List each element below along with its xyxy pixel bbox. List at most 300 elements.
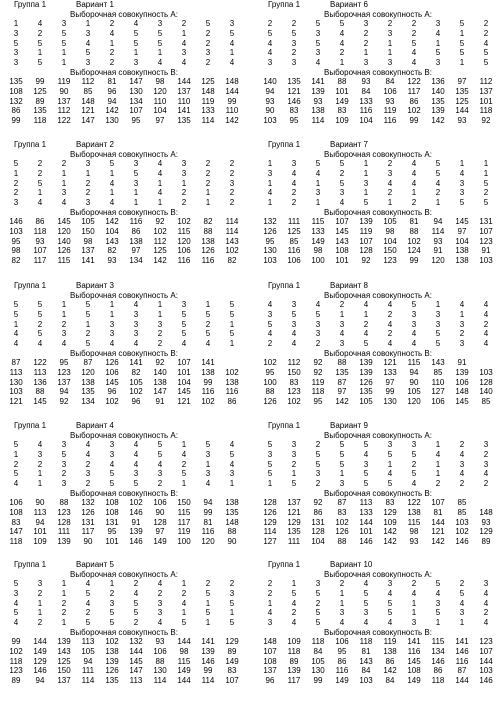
table-cell: 125 xyxy=(455,96,469,106)
table-cell: 126 xyxy=(359,377,373,387)
table-cell: 4 xyxy=(267,48,273,58)
table-cell: 3 xyxy=(61,459,67,469)
table-cell: 98 xyxy=(155,77,165,86)
table-cell: 2 xyxy=(291,459,297,469)
table-cell: 147 xyxy=(129,77,143,86)
table-cell: 1 xyxy=(205,188,211,198)
table-cell: 133 xyxy=(311,226,325,236)
table-cell: 121 xyxy=(431,527,445,537)
table-cell: 3 xyxy=(411,309,417,319)
group-label: Группа 1 xyxy=(268,281,301,290)
table-cell: 4 xyxy=(459,168,465,178)
table-cell: 88 xyxy=(227,527,237,537)
table-cell: 5 xyxy=(205,329,211,339)
table-cell: 5 xyxy=(13,300,19,309)
table-cell: 1 xyxy=(459,309,465,319)
table-cell: 107 xyxy=(335,217,349,226)
table-cell: 2 xyxy=(205,319,211,329)
table-cell: 102 xyxy=(9,646,23,656)
table-cell: 119 xyxy=(57,77,71,86)
table-cell: 125 xyxy=(33,86,47,96)
variant-label: Вариант 10 xyxy=(330,560,373,569)
table-cell: 4 xyxy=(267,188,273,198)
table-cell: 109 xyxy=(287,637,301,646)
table-cell: 142 xyxy=(105,217,119,226)
table-cell: 2 xyxy=(181,188,187,198)
table-cell: 106 xyxy=(105,367,119,377)
table-cell: 146 xyxy=(287,96,301,106)
table-cell: 2 xyxy=(483,188,489,198)
table-cell: 95 xyxy=(337,646,347,656)
table-cell: 106 xyxy=(153,646,167,656)
table-cell: 86 xyxy=(385,656,395,666)
variant-block xyxy=(4,281,244,418)
table-cell: 116 xyxy=(407,646,421,656)
table-cell: 4 xyxy=(157,579,163,588)
table-cell: 1 xyxy=(181,579,187,588)
table-cell: 4 xyxy=(483,300,489,309)
sample-a-heading: Выборочная совокупность А: xyxy=(70,291,178,300)
table-cell: 4 xyxy=(109,28,115,38)
table-cell: 1 xyxy=(181,608,187,618)
table-cell: 91 xyxy=(155,397,165,407)
table-cell: 4 xyxy=(13,329,19,339)
table-cell: 149 xyxy=(407,676,421,686)
table-cell: 116 xyxy=(455,656,469,666)
sample-a-table xyxy=(4,301,244,350)
table-cell: 3 xyxy=(85,198,91,208)
table-cell: 1 xyxy=(109,38,115,48)
table-cell: 116 xyxy=(129,217,143,226)
table-cell: 2 xyxy=(267,19,273,28)
table-cell: 1 xyxy=(205,618,211,628)
table-cell: 106 xyxy=(177,246,191,256)
table-cell: 141 xyxy=(81,256,95,266)
table-cell: 5 xyxy=(267,459,273,469)
variant-block xyxy=(258,421,498,558)
table-cell: 3 xyxy=(267,58,273,68)
table-cell: 4 xyxy=(229,440,235,449)
table-cell: 5 xyxy=(85,309,91,319)
table-cell: 4 xyxy=(339,28,345,38)
table-cell: 128 xyxy=(479,377,493,387)
table-cell: 105 xyxy=(359,397,373,407)
table-cell: 135 xyxy=(177,116,191,126)
sample-b-heading: Выборочная совокупность В: xyxy=(324,349,432,358)
table-cell: 106 xyxy=(9,498,23,507)
group-label: Группа 1 xyxy=(268,421,301,430)
table-cell: 2 xyxy=(61,159,67,168)
table-cell: 93 xyxy=(361,77,371,86)
table-cell: 112 xyxy=(153,236,167,246)
table-cell: 2 xyxy=(411,579,417,588)
table-cell: 3 xyxy=(205,449,211,459)
table-cell: 5 xyxy=(267,440,273,449)
table-cell: 114 xyxy=(431,226,445,236)
table-cell: 1 xyxy=(387,198,393,208)
table-cell: 3 xyxy=(435,319,441,329)
table-cell: 99 xyxy=(409,116,419,126)
sample-b-table xyxy=(4,218,244,267)
table-cell: 83 xyxy=(385,498,395,507)
table-cell: 138 xyxy=(81,377,95,387)
table-cell: 88 xyxy=(337,77,347,86)
table-cell: 1 xyxy=(229,479,235,489)
table-cell: 4 xyxy=(435,28,441,38)
table-cell: 137 xyxy=(177,86,191,96)
table-cell: 3 xyxy=(363,608,369,618)
table-cell: 112 xyxy=(81,77,95,86)
table-cell: 86 xyxy=(35,217,45,226)
table-cell: 149 xyxy=(335,676,349,686)
table-cell: 3 xyxy=(291,159,297,168)
table-cell: 142 xyxy=(105,106,119,116)
table-cell: 92 xyxy=(59,397,69,407)
table-cell: 3 xyxy=(133,329,139,339)
table-cell: 3 xyxy=(109,440,115,449)
table-cell: 4 xyxy=(387,618,393,628)
table-cell: 135 xyxy=(431,96,445,106)
table-cell: 130 xyxy=(129,86,143,96)
table-cell: 90 xyxy=(83,537,93,547)
table-cell: 83 xyxy=(289,377,299,387)
table-cell: 3 xyxy=(411,618,417,628)
table-cell: 137 xyxy=(57,377,71,387)
variant-label: Вариант 1 xyxy=(76,0,114,9)
table-cell: 90 xyxy=(59,86,69,96)
table-cell: 2 xyxy=(229,579,235,588)
table-cell: 3 xyxy=(291,300,297,309)
table-cell: 2 xyxy=(205,38,211,48)
table-cell: 136 xyxy=(33,377,47,387)
table-cell: 92 xyxy=(361,256,371,266)
table-cell: 2 xyxy=(387,159,393,168)
table-cell: 5 xyxy=(363,198,369,208)
table-cell: 4 xyxy=(13,339,19,349)
table-cell: 2 xyxy=(387,188,393,198)
table-cell: 2 xyxy=(363,28,369,38)
table-cell: 146 xyxy=(9,217,23,226)
table-cell: 3 xyxy=(181,300,187,309)
table-cell: 1 xyxy=(61,579,67,588)
table-cell: 3 xyxy=(291,449,297,459)
table-cell: 122 xyxy=(57,116,71,126)
table-cell: 4 xyxy=(229,38,235,48)
table-cell: 105 xyxy=(81,217,95,226)
table-cell: 143 xyxy=(335,236,349,246)
table-cell: 101 xyxy=(105,537,119,547)
table-cell: 1 xyxy=(387,459,393,469)
table-cell: 123 xyxy=(287,387,301,397)
table-cell: 102 xyxy=(407,236,421,246)
table-cell: 126 xyxy=(105,666,119,676)
table-cell: 1 xyxy=(339,58,345,68)
table-cell: 125 xyxy=(153,246,167,256)
table-cell: 145 xyxy=(335,226,349,236)
table-cell: 94 xyxy=(83,656,93,666)
table-cell: 138 xyxy=(201,236,215,246)
table-cell: 3 xyxy=(363,178,369,188)
table-cell: 5 xyxy=(13,440,19,449)
table-cell: 2 xyxy=(315,339,321,349)
table-cell: 4 xyxy=(411,159,417,168)
table-cell: 118 xyxy=(287,646,301,656)
table-cell: 1 xyxy=(205,198,211,208)
table-cell: 3 xyxy=(61,188,67,198)
table-cell: 5 xyxy=(13,469,19,479)
table-cell: 107 xyxy=(177,358,191,367)
table-cell: 88 xyxy=(155,656,165,666)
table-cell: 2 xyxy=(157,479,163,489)
table-cell: 107 xyxy=(479,646,493,656)
table-cell: 2 xyxy=(13,188,19,198)
table-cell: 135 xyxy=(287,77,301,86)
sample-b-heading: Выборочная совокупность В: xyxy=(70,489,178,498)
table-cell: 3 xyxy=(315,48,321,58)
table-cell: 2 xyxy=(315,479,321,489)
table-cell: 5 xyxy=(205,19,211,28)
table-cell: 113 xyxy=(9,367,23,377)
table-cell: 116 xyxy=(201,527,215,537)
table-cell: 2 xyxy=(205,579,211,588)
group-label: Группа 1 xyxy=(14,281,47,290)
table-cell: 2 xyxy=(267,339,273,349)
table-cell: 1 xyxy=(205,300,211,309)
table-cell: 5 xyxy=(339,178,345,188)
table-cell: 135 xyxy=(225,507,239,517)
table-cell: 5 xyxy=(315,588,321,598)
table-cell: 3 xyxy=(205,48,211,58)
sample-b-heading: Выборочная совокупность В: xyxy=(70,349,178,358)
table-cell: 140 xyxy=(431,86,445,96)
table-cell: 129 xyxy=(479,527,493,537)
table-cell: 2 xyxy=(483,319,489,329)
table-cell: 142 xyxy=(431,537,445,547)
table-cell: 1 xyxy=(61,48,67,58)
table-cell: 4 xyxy=(267,38,273,48)
table-cell: 121 xyxy=(9,397,23,407)
table-cell: 105 xyxy=(311,656,325,666)
table-cell: 144 xyxy=(455,106,469,116)
table-cell: 5 xyxy=(315,608,321,618)
table-cell: 3 xyxy=(315,469,321,479)
table-cell: 109 xyxy=(335,116,349,126)
table-cell: 1 xyxy=(61,168,67,178)
table-cell: 2 xyxy=(483,608,489,618)
table-cell: 141 xyxy=(201,637,215,646)
table-cell: 116 xyxy=(335,666,349,676)
table-cell: 128 xyxy=(263,498,277,507)
table-cell: 1 xyxy=(37,608,43,618)
table-cell: 4 xyxy=(37,19,43,28)
table-cell: 5 xyxy=(459,198,465,208)
table-cell: 5 xyxy=(411,449,417,459)
table-cell: 137 xyxy=(57,676,71,686)
table-cell: 4 xyxy=(483,339,489,349)
table-cell: 2 xyxy=(181,19,187,28)
table-cell: 3 xyxy=(13,588,19,598)
table-cell: 125 xyxy=(57,656,71,666)
table-cell: 2 xyxy=(267,579,273,588)
table-cell: 3 xyxy=(37,579,43,588)
table-cell: 87 xyxy=(337,498,347,507)
table-cell: 93 xyxy=(107,256,117,266)
table-cell: 138 xyxy=(225,498,239,507)
table-cell: 1 xyxy=(133,48,139,58)
table-cell: 116 xyxy=(201,387,215,397)
table-cell: 5 xyxy=(181,329,187,339)
table-cell: 98 xyxy=(409,527,419,537)
table-cell: 93 xyxy=(155,637,165,646)
table-cell: 108 xyxy=(9,507,23,517)
group-label: Группа 1 xyxy=(268,560,301,569)
table-cell: 149 xyxy=(153,537,167,547)
table-cell: 133 xyxy=(201,106,215,116)
table-cell: 130 xyxy=(9,377,23,387)
table-cell: 4 xyxy=(133,440,139,449)
table-cell: 85 xyxy=(481,397,491,407)
table-cell: 1 xyxy=(61,58,67,68)
table-cell: 123 xyxy=(479,236,493,246)
table-cell: 138 xyxy=(407,507,421,517)
table-cell: 86 xyxy=(313,507,323,517)
table-cell: 144 xyxy=(177,637,191,646)
table-cell: 120 xyxy=(407,397,421,407)
table-cell: 3 xyxy=(267,168,273,178)
table-cell: 146 xyxy=(431,656,445,666)
table-cell: 5 xyxy=(229,28,235,38)
table-cell: 123 xyxy=(383,256,397,266)
sample-a-table xyxy=(258,160,498,209)
table-cell: 87 xyxy=(337,377,347,387)
table-cell: 82 xyxy=(11,256,21,266)
table-cell: 148 xyxy=(479,507,493,517)
variant-block xyxy=(258,281,498,418)
table-cell: 4 xyxy=(363,329,369,339)
table-cell: 103 xyxy=(479,367,493,377)
table-cell: 144 xyxy=(225,86,239,96)
table-cell: 4 xyxy=(109,178,115,188)
table-cell: 3 xyxy=(267,309,273,319)
table-cell: 5 xyxy=(229,449,235,459)
table-cell: 4 xyxy=(411,58,417,68)
table-cell: 114 xyxy=(153,676,167,686)
table-cell: 3 xyxy=(13,198,19,208)
table-cell: 2 xyxy=(291,19,297,28)
table-cell: 4 xyxy=(133,449,139,459)
table-cell: 3 xyxy=(459,188,465,198)
table-cell: 2 xyxy=(229,159,235,168)
table-cell: 110 xyxy=(431,377,445,387)
table-cell: 5 xyxy=(37,58,43,68)
table-cell: 1 xyxy=(411,598,417,608)
table-cell: 1 xyxy=(229,48,235,58)
table-cell: 4 xyxy=(483,38,489,48)
table-cell: 3 xyxy=(387,28,393,38)
table-cell: 147 xyxy=(153,387,167,397)
table-cell: 130 xyxy=(105,116,119,126)
table-cell: 114 xyxy=(311,116,325,126)
table-cell: 102 xyxy=(153,226,167,236)
table-cell: 117 xyxy=(407,86,421,96)
table-cell: 5 xyxy=(363,469,369,479)
sample-a-table xyxy=(258,441,498,490)
table-cell: 5 xyxy=(291,588,297,598)
table-cell: 3 xyxy=(315,188,321,198)
table-cell: 3 xyxy=(459,319,465,329)
table-cell: 4 xyxy=(435,178,441,188)
table-cell: 143 xyxy=(225,236,239,246)
sample-a-table xyxy=(4,160,244,209)
table-cell: 3 xyxy=(459,339,465,349)
table-cell: 3 xyxy=(229,19,235,28)
table-cell: 2 xyxy=(37,618,43,628)
table-cell: 4 xyxy=(291,329,297,339)
table-cell: 102 xyxy=(105,637,119,646)
variant-label: Вариант 2 xyxy=(76,140,114,149)
table-cell: 81 xyxy=(409,217,419,226)
table-cell: 142 xyxy=(383,527,397,537)
table-cell: 135 xyxy=(359,387,373,397)
table-cell: 141 xyxy=(455,637,469,646)
table-cell: 5 xyxy=(315,19,321,28)
table-cell: 5 xyxy=(363,598,369,608)
table-cell: 114 xyxy=(201,116,215,126)
table-cell: 1 xyxy=(109,309,115,319)
table-cell: 107 xyxy=(225,676,239,686)
table-cell: 94 xyxy=(35,676,45,686)
table-cell: 1 xyxy=(435,38,441,48)
table-cell: 104 xyxy=(383,236,397,246)
table-cell: 122 xyxy=(407,498,421,507)
table-cell: 141 xyxy=(407,637,421,646)
table-cell: 2 xyxy=(291,188,297,198)
table-cell: 121 xyxy=(383,358,397,367)
table-cell: 93 xyxy=(35,236,45,246)
table-cell: 2 xyxy=(61,319,67,329)
table-cell: 5 xyxy=(37,38,43,48)
table-cell: 2 xyxy=(411,459,417,469)
table-cell: 118 xyxy=(431,676,445,686)
table-cell: 5 xyxy=(229,309,235,319)
table-cell: 135 xyxy=(455,86,469,96)
table-cell: 104 xyxy=(359,116,373,126)
table-cell: 2 xyxy=(37,459,43,469)
table-cell: 5 xyxy=(61,38,67,48)
table-cell: 128 xyxy=(359,246,373,256)
table-cell: 148 xyxy=(81,96,95,106)
table-cell: 1 xyxy=(229,608,235,618)
table-cell: 93 xyxy=(457,116,467,126)
table-cell: 140 xyxy=(57,236,71,246)
table-cell: 2 xyxy=(267,588,273,598)
table-cell: 4 xyxy=(483,598,489,608)
group-label: Группа 1 xyxy=(14,0,47,9)
table-cell: 92 xyxy=(313,367,323,377)
table-cell: 112 xyxy=(287,358,301,367)
table-cell: 100 xyxy=(177,537,191,547)
table-cell: 81 xyxy=(433,507,443,517)
table-cell: 81 xyxy=(361,646,371,656)
table-cell: 102 xyxy=(225,246,239,256)
table-cell: 3 xyxy=(157,608,163,618)
table-cell: 144 xyxy=(129,646,143,656)
table-cell: 138 xyxy=(383,646,397,656)
table-cell: 2 xyxy=(291,608,297,618)
table-cell: 4 xyxy=(339,38,345,48)
table-cell: 2 xyxy=(205,58,211,68)
table-cell: 88 xyxy=(265,387,275,397)
